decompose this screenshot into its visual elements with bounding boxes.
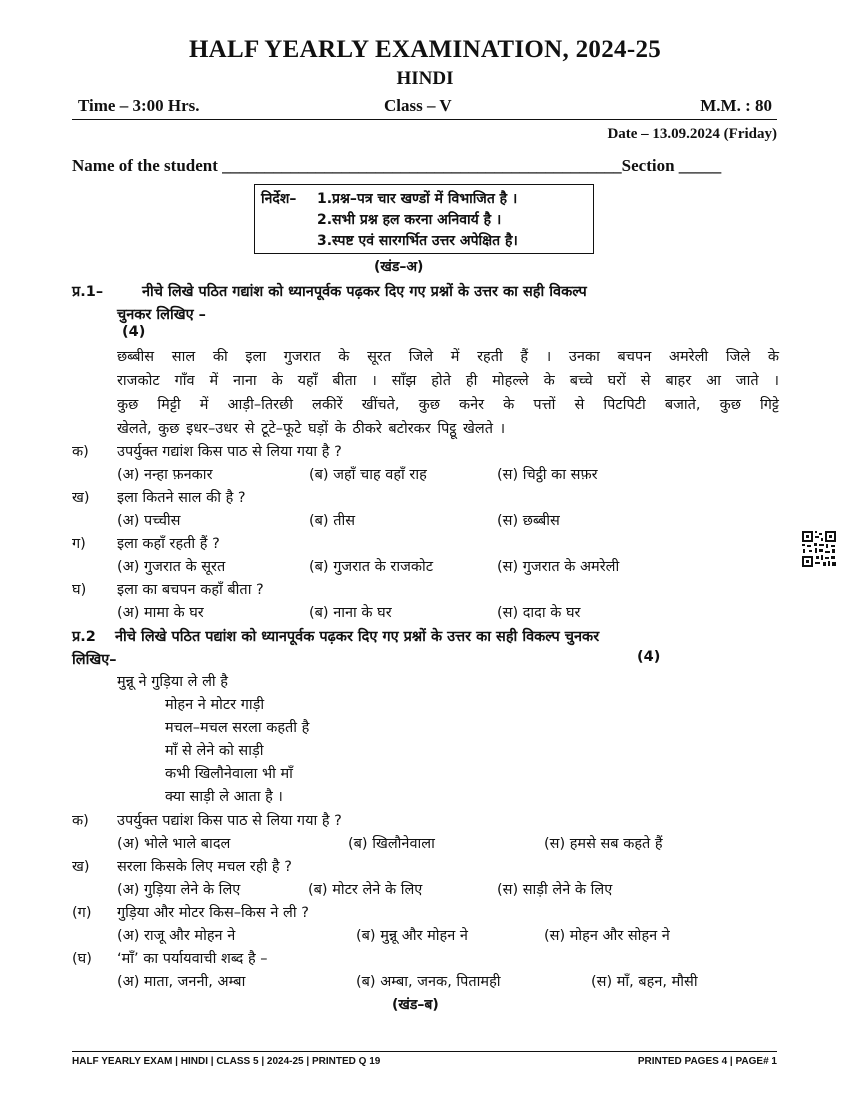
q1a-option-a: (अ) नन्हा फ़नकार (117, 467, 213, 483)
q2b-text: सरला किसके लिए मचल रही है ? (117, 859, 292, 875)
q1c-option-c: (स) गुजरात के अमरेली (497, 559, 620, 575)
q1-passage-line: छब्बीस साल की इला गुजरात के सूरत जिले में रहती हैं । उनका बचपन अमरेली जिले के (117, 349, 779, 365)
q2c-option-c: (स) मोहन और सोहन ने (544, 928, 670, 944)
exam-title: HALF YEARLY EXAMINATION, 2024-25 (188, 36, 662, 63)
q2d-option-a: (अ) माता, जननी, अम्बा (117, 974, 246, 990)
q1c-text: इला कहाँ रहती हैं ? (117, 536, 220, 552)
q1d-option-b: (ब) नाना के घर (309, 605, 392, 621)
q1-instruction-line2: चुनकर लिखिए – (117, 307, 206, 323)
q1c-option-b: (ब) गुजरात के राजकोट (309, 559, 434, 575)
section-label: Section (621, 156, 675, 175)
footer-right-text: PRINTED PAGES 4 | PAGE# 1 (637, 1056, 777, 1067)
exam-date: Date – 13.09.2024 (Friday) (607, 126, 777, 142)
q2a-label: क) (72, 813, 89, 829)
q2c-text: गुड़िया और मोटर किस–किस ने ली ? (117, 905, 309, 921)
q1d-text: इला का बचपन कहाँ बीता ? (117, 582, 264, 598)
qr-code-icon (801, 530, 837, 568)
q1b-label: ख) (72, 490, 90, 506)
q2-poem-line: क्या साड़ी ले आता है । (165, 789, 283, 805)
q1-instruction-line1: नीचे लिखे पठित गद्यांश को ध्यानपूर्वक पढ़कर दिए गए प्रश्नों के उत्तर का सही विकल्प (142, 284, 587, 300)
student-name-row (72, 156, 721, 176)
q2a-option-a: (अ) भोले भाले बादल (117, 836, 231, 852)
q2-poem-line: कभी खिलौनेवाला भी माँ (165, 766, 293, 782)
q2c-option-a: (अ) राजू और मोहन ने (117, 928, 236, 944)
q1a-text: उपर्युक्त गद्यांश किस पाठ से लिया गया है ? (117, 444, 342, 460)
q2d-label: (घ) (72, 951, 92, 967)
q2a-option-c: (स) हमसे सब कहते हैं (544, 836, 663, 852)
q2a-text: उपर्युक्त पद्यांश किस पाठ से लिया गया है ? (117, 813, 342, 829)
q2b-option-c: (स) साड़ी लेने के लिए (497, 882, 613, 898)
q2-number: प्र.2 (72, 629, 96, 645)
q2b-option-a: (अ) गुड़िया लेने के लिए (117, 882, 241, 898)
q2-poem-line: मोहन ने मोटर गाड़ी (165, 697, 265, 713)
q1-number: प्र.1– (72, 284, 104, 300)
subject-title: HINDI (396, 68, 454, 89)
q2b-option-b: (ब) मोटर लेने के लिए (308, 882, 423, 898)
q1b-text: इला कितने साल की है ? (117, 490, 246, 506)
student-name-label: Name of the student (72, 156, 218, 175)
section-a-heading: (खंड–अ) (374, 259, 424, 275)
q2-marks: (4) (637, 649, 661, 665)
q1-passage-line: राजकोट गाँव में नाना के यहाँ बीता । साँझ होते ही मोहल्ले के बच्चे घरों से बाहर आ जाते । (117, 373, 779, 389)
instructions-label: निर्देश– (261, 191, 297, 207)
q2-poem-line: माँ से लेने को साड़ी (165, 743, 264, 759)
q1a-option-c: (स) चिट्ठी का सफ़र (497, 467, 598, 483)
q1a-option-b: (ब) जहाँ चाह वहाँ राह (309, 467, 427, 483)
q1d-option-a: (अ) मामा के घर (117, 605, 204, 621)
q1b-option-a: (अ) पच्चीस (117, 513, 181, 529)
student-name-blank: _______________________________________________ (222, 156, 622, 175)
q1d-label: घ) (72, 582, 87, 598)
q2d-option-c: (स) माँ, बहन, मौसी (591, 974, 698, 990)
q1-marks: (4) (122, 324, 146, 340)
q2c-option-b: (ब) मुन्नू और मोहन ने (356, 928, 468, 944)
q2a-option-b: (ब) खिलौनेवाला (348, 836, 435, 852)
class-label: Class – V (384, 96, 452, 115)
section-b-heading: (खंड–ब) (392, 997, 439, 1013)
instructions-box (254, 184, 594, 254)
q1-passage-line: खेलते, कुछ इधर–उधर से टूटे–फूटे घड़ों के ठीकरे बटोरकर पिट्ठू खेलते । (117, 421, 506, 437)
q1c-label: ग) (72, 536, 86, 552)
q2d-text: ‘माँ’ का पर्यायवाची शब्द है – (117, 951, 268, 967)
max-marks-label: M.M. : 80 (700, 96, 772, 115)
time-label: Time – 3:00 Hrs. (78, 96, 200, 115)
q2-instruction-line2: लिखिए– (72, 652, 117, 668)
q2-poem-line: मुन्नू ने गुड़िया ले ली है (117, 674, 228, 690)
header-divider (72, 119, 777, 120)
q2c-label: (ग) (72, 905, 92, 921)
q1c-option-a: (अ) गुजरात के सूरत (117, 559, 226, 575)
q1b-option-c: (स) छब्बीस (497, 513, 560, 529)
q1b-option-b: (ब) तीस (309, 513, 356, 529)
instruction-line-1: 1.प्रश्न–पत्र चार खण्डों में विभाजित है । (317, 191, 518, 207)
footer-left-text: HALF YEARLY EXAM | HINDI | CLASS 5 | 2024-25 | PRINTED Q 19 (72, 1056, 381, 1067)
q1a-label: क) (72, 444, 89, 460)
q2d-option-b: (ब) अम्बा, जनक, पितामही (356, 974, 501, 990)
instruction-line-3: 3.स्पष्ट एवं सारगर्भित उत्तर अपेक्षित है। (317, 233, 518, 249)
instruction-line-2: 2.सभी प्रश्न हल करना अनिवार्य है । (317, 212, 502, 228)
section-blank: _____ (678, 156, 722, 175)
q1-passage-line: कुछ मिट्टी में आड़ी–तिरछी लकीरें खींचते, कुछ कनेर के पत्तों से पिटपिटी बजाते, कुछ गिट्टे (117, 397, 779, 413)
q2-poem-line: मचल–मचल सरला कहती है (165, 720, 310, 736)
q2b-label: ख) (72, 859, 90, 875)
q2-instruction-line1: नीचे लिखे पठित पद्यांश को ध्यानपूर्वक पढ़कर दिए गए प्रश्नों के उत्तर का सही विकल्प चुनकर (115, 629, 600, 645)
footer-divider (72, 1051, 777, 1052)
q1d-option-c: (स) दादा के घर (497, 605, 581, 621)
